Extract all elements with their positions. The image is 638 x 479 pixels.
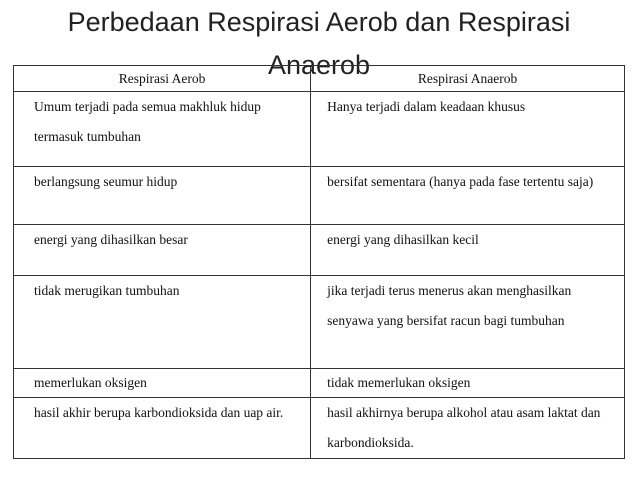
- table-cell: tidak memerlukan oksigen: [311, 369, 625, 398]
- table-row: [14, 398, 625, 459]
- table-cell: berlangsung seumur hidup: [14, 167, 311, 225]
- comparison-table: [13, 65, 625, 459]
- slide-title: Perbedaan Respirasi Aerob dan Respirasi: [67, 7, 571, 37]
- table-row: [14, 276, 625, 369]
- table-cell: hasil akhirnya berupa alkohol atau asam laktat dan karbondioksida.: [311, 398, 625, 459]
- table-row: [14, 225, 625, 276]
- table-header-row: [14, 66, 625, 92]
- table-row: [14, 92, 625, 167]
- table-row: [14, 369, 625, 398]
- table-cell: memerlukan oksigen: [14, 369, 311, 398]
- slide-title-continued: Anaerob: [267, 50, 371, 80]
- table-cell: Hanya terjadi dalam keadaan khusus: [311, 92, 625, 167]
- table-cell: jika terjadi terus menerus akan menghasilkan senyawa yang bersifat racun bagi tumbuhan: [311, 276, 625, 369]
- table-row: [14, 167, 625, 225]
- table-cell: energi yang dihasilkan kecil: [311, 225, 625, 276]
- table-cell: bersifat sementara (hanya pada fase tertentu saja): [311, 167, 625, 225]
- table-cell: tidak merugikan tumbuhan: [14, 276, 311, 369]
- column-header-anaerob: Respirasi Anaerob: [311, 66, 625, 92]
- table-cell: energi yang dihasilkan besar: [14, 225, 311, 276]
- table-cell: hasil akhir berupa karbondioksida dan uap air.: [14, 398, 311, 459]
- column-header-aerob: Respirasi Aerob: [14, 66, 311, 92]
- table-cell: Umum terjadi pada semua makhluk hidup termasuk tumbuhan: [14, 92, 311, 167]
